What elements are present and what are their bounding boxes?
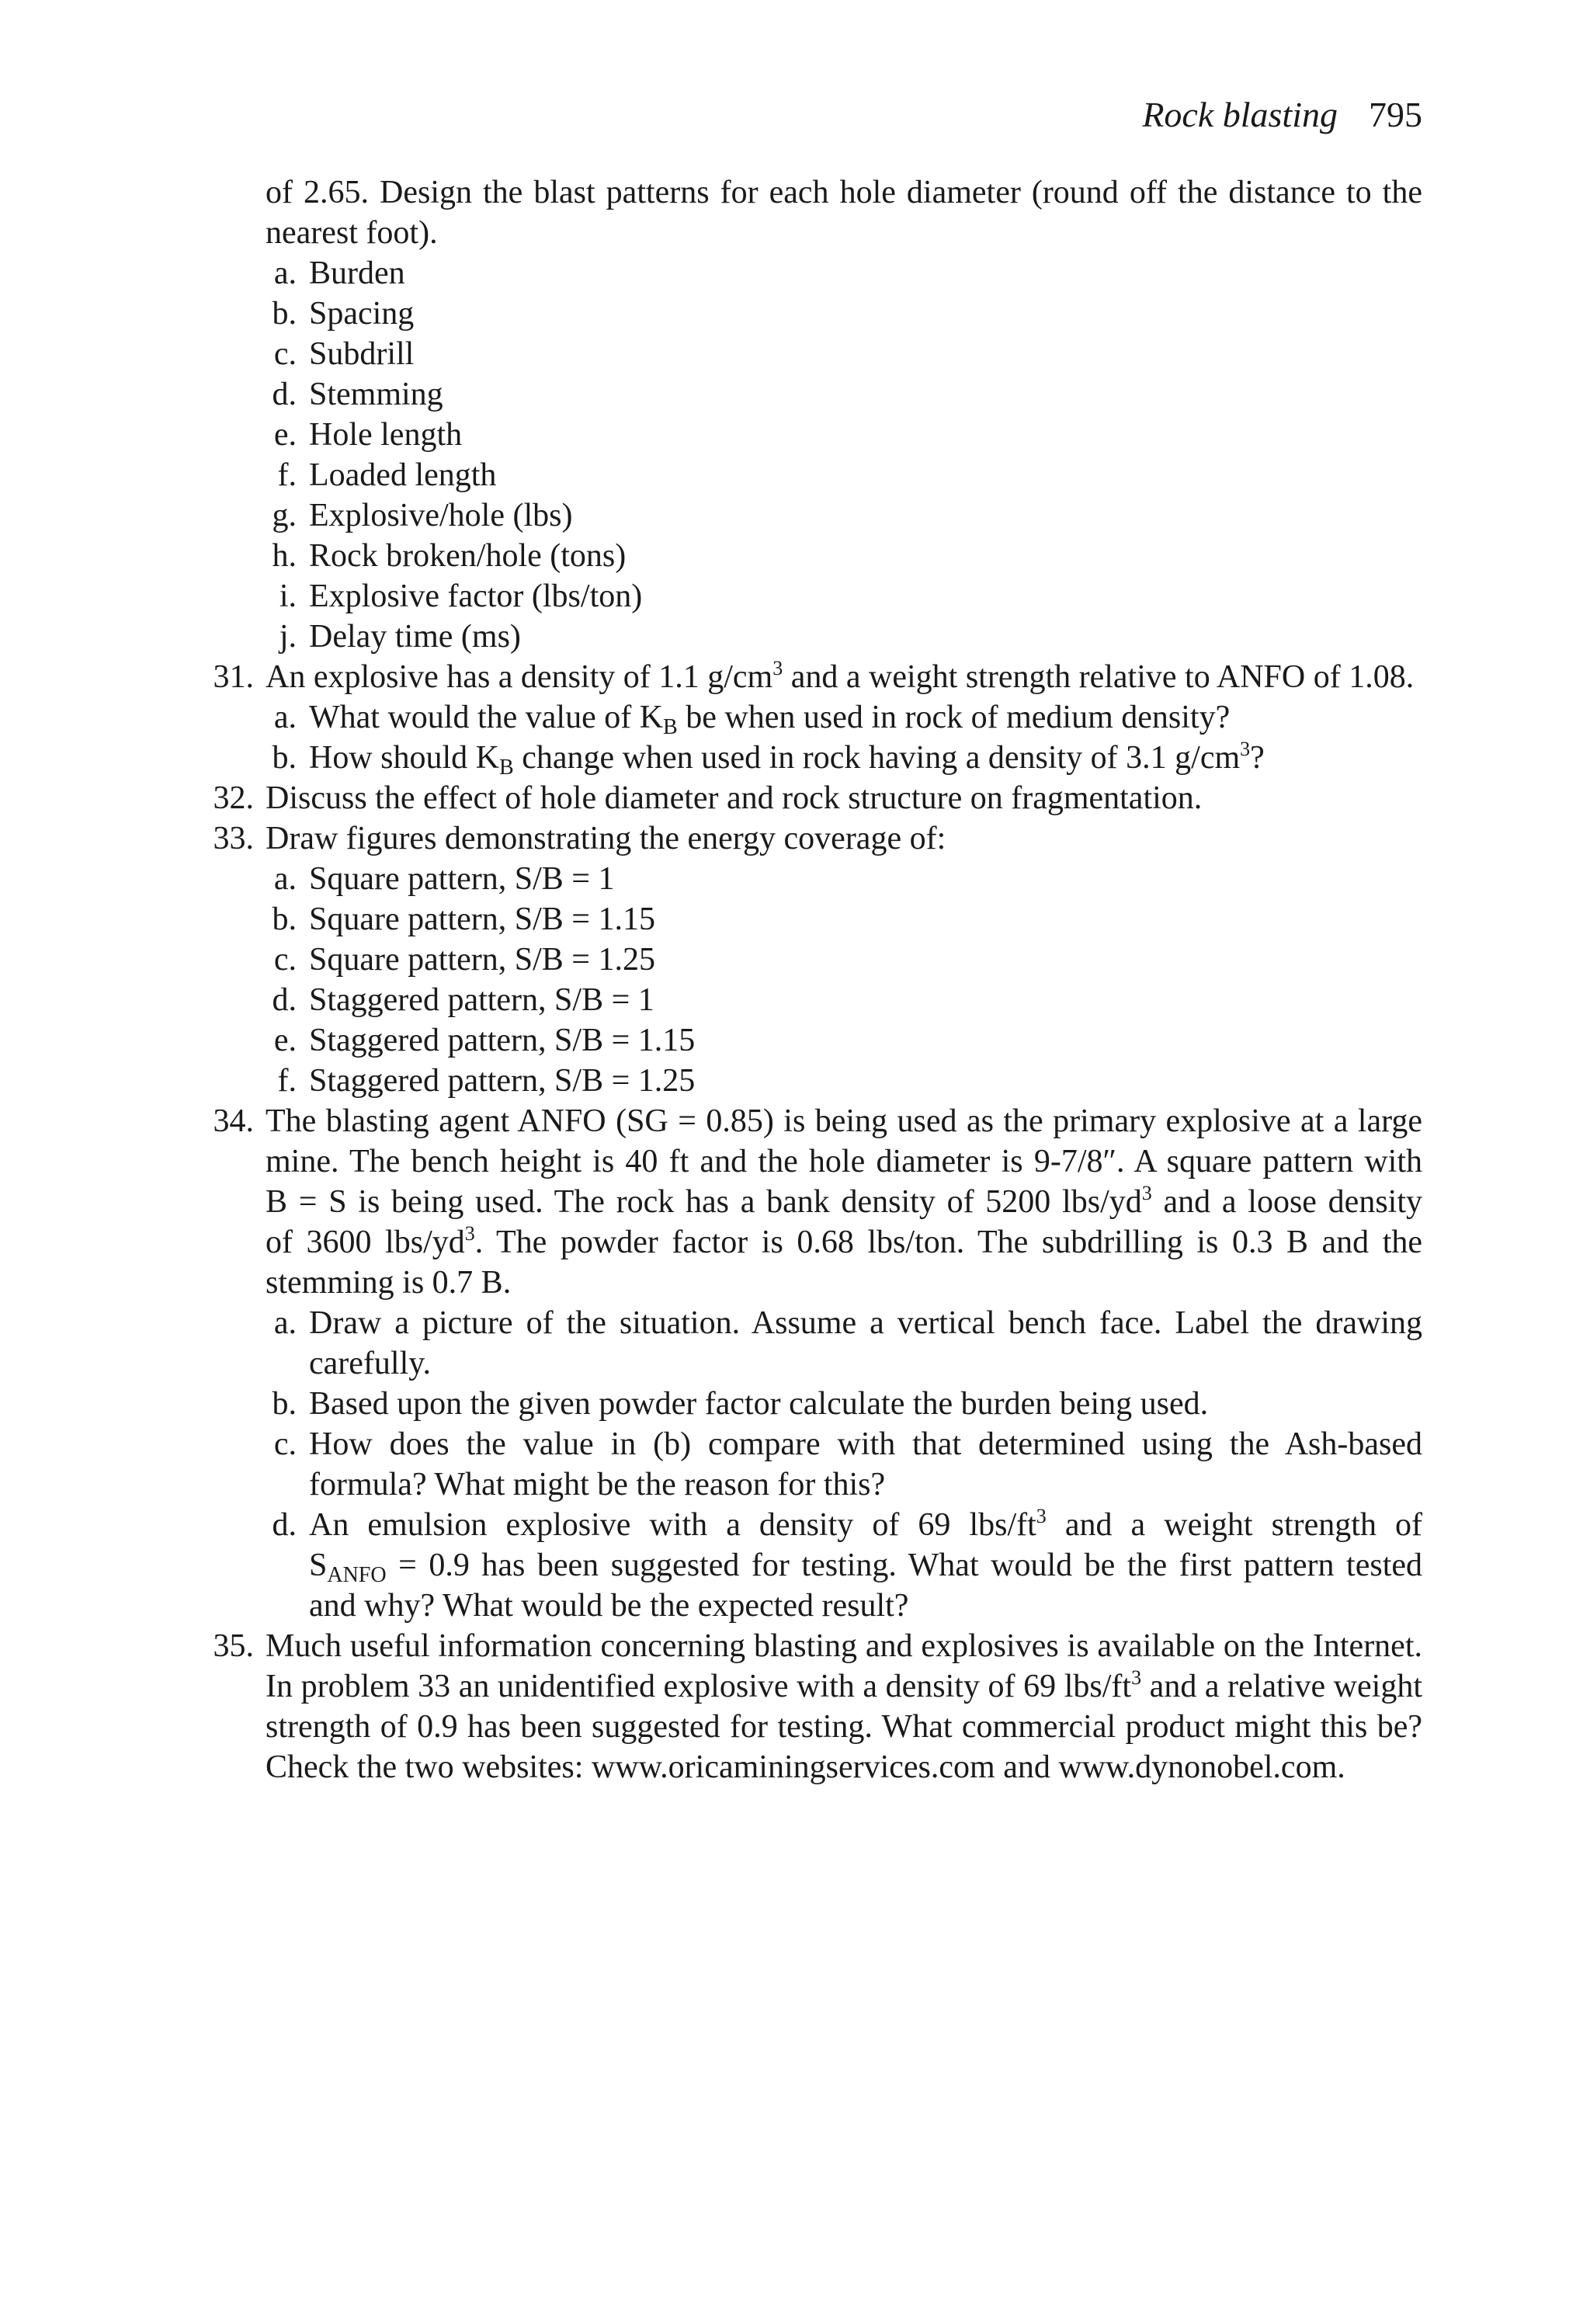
list-item [210, 738, 1422, 778]
item-text: How does the value in (b) compare with that determined using the Ash-based [309, 1426, 1422, 1462]
list-item [210, 415, 1422, 455]
problem-text: The blasting agent ANFO (SG = 0.85) is being used as the primary explosive at a large [266, 1103, 1422, 1139]
item-text: Hole length [309, 417, 463, 453]
text-line [210, 1666, 1422, 1707]
problem-text: Discuss the effect of hole diameter and rock structure on fragmentation. [266, 780, 1203, 816]
item-label: d. [272, 377, 297, 412]
text-line [210, 1545, 1422, 1586]
item-label: g. [272, 498, 297, 533]
list-item [210, 576, 1422, 617]
problem-text [266, 1666, 1422, 1707]
text-run: be when used in rock of medium density? [677, 700, 1231, 735]
problem-text [266, 1182, 1422, 1222]
text-run: B = S is being used. The rock has a bank density of 5200 lbs/yd [266, 1184, 1142, 1220]
item-text: Delay time (ms) [309, 619, 521, 655]
problem-text: strength of 0.9 has been suggested for testing. What commercial product might this be? [266, 1709, 1422, 1745]
text-run: . The powder factor is 0.68 lbs/ton. The subdrilling is 0.3 B and the [474, 1225, 1423, 1260]
text-run: An emulsion explosive with a density of 69 lbs/ft [309, 1507, 1036, 1543]
problem-30-continuation: nearest foot). [266, 215, 438, 251]
item-label: h. [272, 538, 297, 574]
problem-33 [210, 818, 1422, 859]
item-text: Square pattern, S/B = 1 [309, 861, 615, 897]
item-label: a. [273, 861, 297, 897]
item-text: Subdrill [309, 336, 415, 372]
subscript: ANFO [327, 1563, 387, 1587]
superscript: 3 [1240, 738, 1251, 760]
problem-35 [210, 1626, 1422, 1666]
text-run: What would the value of K [309, 700, 664, 735]
item-label: f. [277, 457, 297, 493]
item-label: e. [273, 417, 297, 453]
problem-30-continuation: of 2.65. Design the blast patterns for each hole diameter (round off the distance to the [266, 175, 1422, 210]
list-item [210, 1384, 1422, 1424]
item-text: Loaded length [309, 457, 497, 493]
problem-number: 35. [213, 1628, 254, 1664]
item-text: Spacing [309, 296, 415, 332]
text-run: ? [1250, 740, 1265, 776]
superscript: 3 [1036, 1505, 1047, 1527]
item-text [309, 697, 1230, 738]
list-item [210, 253, 1422, 294]
problem-number: 32. [213, 780, 254, 816]
running-head [1009, 92, 1422, 138]
text-run: and a relative weight [1141, 1669, 1422, 1704]
list-item [210, 455, 1422, 495]
item-label: b. [272, 740, 297, 776]
problem-text: stemming is 0.7 B. [266, 1265, 512, 1301]
list-item [210, 899, 1422, 940]
item-label: f. [277, 1063, 297, 1099]
text-run: An explosive has a density of 1.1 g/cm [266, 659, 773, 695]
list-item [210, 1020, 1422, 1061]
subscript: B [663, 715, 678, 739]
text-run: and a weight strength of [1046, 1507, 1423, 1543]
item-label: c. [273, 942, 297, 978]
text-line [210, 1222, 1422, 1263]
item-text: Burden [309, 255, 405, 291]
problem-number: 31. [213, 659, 254, 695]
text-run: and a loose density [1151, 1184, 1422, 1220]
list-item [210, 334, 1422, 374]
text-line [210, 1464, 1422, 1505]
list-item [210, 980, 1422, 1020]
item-text: Stemming [309, 377, 443, 412]
superscript: 3 [1131, 1666, 1142, 1689]
item-text: carefully. [309, 1346, 432, 1381]
item-label: e. [273, 1023, 297, 1058]
problem-text [266, 1222, 1422, 1263]
text-run: In problem 33 an unidentified explosive with a density of 69 lbs/ft [266, 1669, 1132, 1704]
list-item [210, 1303, 1422, 1343]
item-label: i. [279, 578, 297, 614]
list-item [210, 374, 1422, 415]
list-item [210, 617, 1422, 657]
item-text [309, 1545, 1422, 1586]
text-line [210, 1263, 1422, 1303]
text-line [210, 1747, 1422, 1787]
item-label: a. [273, 255, 297, 291]
item-text: Square pattern, S/B = 1.15 [309, 901, 655, 937]
text-line [210, 1707, 1422, 1747]
item-label: b. [272, 901, 297, 937]
text-run: = 0.9 has been suggested for testing. What would be the first pattern tested [386, 1548, 1422, 1583]
text-line [210, 1586, 1422, 1626]
item-label: a. [273, 1305, 297, 1341]
item-text: Draw a picture of the situation. Assume a vertical bench face. Label the drawing [309, 1305, 1422, 1341]
page-body [210, 172, 1422, 1787]
item-label: d. [272, 1507, 297, 1543]
problem-32 [210, 778, 1422, 818]
problem-31 [210, 657, 1422, 697]
subscript: B [499, 756, 514, 780]
item-label: c. [273, 1426, 297, 1462]
item-text: Staggered pattern, S/B = 1 [309, 982, 654, 1018]
item-text: Explosive factor (lbs/ton) [309, 578, 643, 614]
text-line [210, 1343, 1422, 1384]
problem-number: 33. [213, 821, 254, 856]
item-text: Staggered pattern, S/B = 1.15 [309, 1023, 696, 1058]
item-label: d. [272, 982, 297, 1018]
item-label: a. [273, 700, 297, 735]
list-item [210, 536, 1422, 576]
item-text: Based upon the given powder factor calculate the burden being used. [309, 1386, 1209, 1422]
item-text: Rock broken/hole (tons) [309, 538, 627, 574]
running-head-title: Rock blasting [1142, 95, 1338, 134]
problem-number: 34. [213, 1103, 254, 1139]
page-number: 795 [1369, 95, 1422, 134]
problem-text [266, 657, 1414, 697]
text-line [210, 213, 1422, 253]
item-label: j. [279, 619, 297, 655]
superscript: 3 [1141, 1182, 1152, 1204]
item-label: b. [272, 1386, 297, 1422]
problem-text: mine. The bench height is 40 ft and the hole diameter is 9-7/8″. A square pattern with [266, 1144, 1422, 1179]
item-text: Explosive/hole (lbs) [309, 498, 573, 533]
list-item [210, 697, 1422, 738]
text-run: S [309, 1548, 328, 1583]
item-label: b. [272, 296, 297, 332]
list-item [210, 1424, 1422, 1464]
superscript: 3 [772, 657, 783, 679]
list-item [210, 495, 1422, 536]
item-text [309, 738, 1265, 778]
item-label: c. [273, 336, 297, 372]
text-run: of 3600 lbs/yd [266, 1225, 465, 1260]
list-item [210, 1505, 1422, 1545]
item-text: Square pattern, S/B = 1.25 [309, 942, 655, 978]
problem-text: Check the two websites: www.oricaminingservices.com and www.dynonobel.com. [266, 1749, 1345, 1785]
list-item [210, 940, 1422, 980]
problem-34 [210, 1101, 1422, 1141]
item-text: and why? What would be the expected result? [309, 1588, 909, 1624]
problem-text: Draw figures demonstrating the energy coverage of: [266, 821, 946, 856]
item-text: formula? What might be the reason for this? [309, 1467, 886, 1502]
text-run: How should K [309, 740, 500, 776]
item-text: Staggered pattern, S/B = 1.25 [309, 1063, 696, 1099]
text-run: and a weight strength relative to ANFO of 1.08. [783, 659, 1415, 695]
problem-text: Much useful information concerning blasting and explosives is available on the Internet. [266, 1628, 1422, 1664]
list-item [210, 859, 1422, 899]
text-line [210, 1141, 1422, 1182]
list-item [210, 294, 1422, 334]
text-run: change when used in rock having a density of 3.1 g/cm [513, 740, 1241, 776]
list-item [210, 1061, 1422, 1101]
text-line [210, 172, 1422, 213]
superscript: 3 [464, 1222, 475, 1245]
text-line [210, 1182, 1422, 1222]
item-text [309, 1505, 1422, 1545]
